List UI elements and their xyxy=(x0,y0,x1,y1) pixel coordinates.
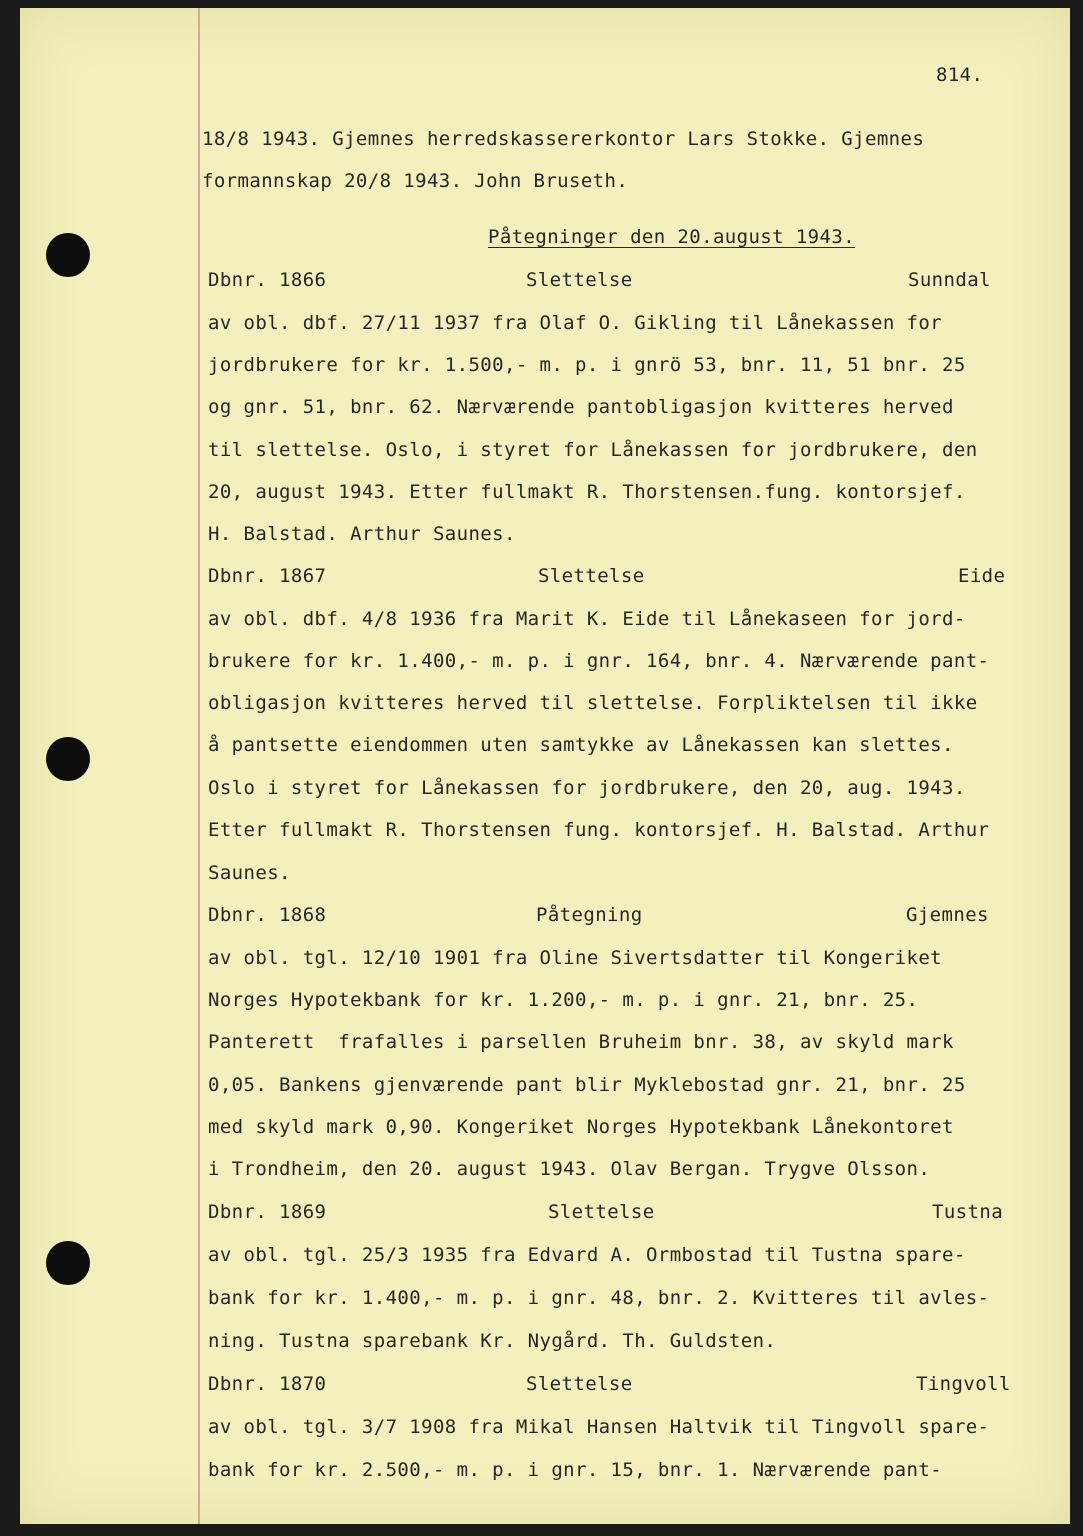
entry-line: og gnr. 51, bnr. 62. Nærværende pantobligasjon kvitteres herved xyxy=(208,396,954,418)
entry-type: Slettelse xyxy=(548,1201,655,1223)
entry-line: ning. Tustna sparebank Kr. Nygård. Th. Guldsten. xyxy=(208,1330,777,1352)
entry-line: obligasjon kvitteres herved til slettelse. Forpliktelsen til ikke xyxy=(208,692,978,714)
entry-line: Panterett frafalles i parsellen Bruheim bnr. 38, av skyld mark xyxy=(208,1031,954,1053)
entry-type: Påtegning xyxy=(536,904,643,926)
entry-line: 0,05. Bankens gjenværende pant blir Myklebostad gnr. 21, bnr. 25 xyxy=(208,1074,966,1096)
document-page xyxy=(20,8,1070,1524)
entry-line: å pantsette eiendommen uten samtykke av Lånekassen kan slettes. xyxy=(208,734,954,756)
entry-type: Slettelse xyxy=(538,565,645,587)
entry-line: av obl. dbf. 4/8 1936 fra Marit K. Eide til Lånekaseen for jord- xyxy=(208,608,966,630)
entry-line: 20, august 1943. Etter fullmakt R. Thorstensen.fung. kontorsjef. xyxy=(208,481,966,503)
entry-place: Eide xyxy=(958,565,1006,587)
punch-hole-bottom xyxy=(46,1241,90,1285)
entry-type: Slettelse xyxy=(526,1373,633,1395)
entry-number: Dbnr. 1868 xyxy=(208,904,327,926)
entry-line: jordbrukere for kr. 1.500,- m. p. i gnrö 53, bnr. 11, 51 bnr. 25 xyxy=(208,354,966,376)
entry-number: Dbnr. 1866 xyxy=(208,269,327,291)
entry-place: Gjemnes xyxy=(906,904,989,926)
punch-hole-middle xyxy=(46,737,90,781)
entry-place: Tingvoll xyxy=(916,1373,1011,1395)
entry-number: Dbnr. 1870 xyxy=(208,1373,327,1395)
entry-line: bank for kr. 1.400,- m. p. i gnr. 48, bnr. 2. Kvitteres til avles- xyxy=(208,1287,990,1309)
entry-line: i Trondheim, den 20. august 1943. Olav Bergan. Trygve Olsson. xyxy=(208,1158,931,1180)
intro-line: 18/8 1943. Gjemnes herredskassererkontor Lars Stokke. Gjemnes xyxy=(202,128,925,150)
entry-number: Dbnr. 1869 xyxy=(208,1201,327,1223)
entry-line: Norges Hypotekbank for kr. 1.200,- m. p. i gnr. 21, bnr. 25. xyxy=(208,989,919,1011)
punch-hole-top xyxy=(46,233,90,277)
red-margin-line xyxy=(198,8,200,1524)
page-number: 814. xyxy=(936,64,984,86)
entry-line: av obl. dbf. 27/11 1937 fra Olaf O. Gikling til Lånekassen for xyxy=(208,312,943,334)
entry-line: brukere for kr. 1.400,- m. p. i gnr. 164, bnr. 4. Nærværende pant- xyxy=(208,650,990,672)
intro-line: formannskap 20/8 1943. John Bruseth. xyxy=(202,170,629,192)
entry-line: Oslo i styret for Lånekassen for jordbrukere, den 20, aug. 1943. xyxy=(208,777,966,799)
entry-line: Saunes. xyxy=(208,862,291,884)
entry-line: H. Balstad. Arthur Saunes. xyxy=(208,523,516,545)
entry-place: Tustna xyxy=(932,1201,1004,1223)
entry-place: Sunndal xyxy=(908,269,991,291)
entry-line: av obl. tgl. 3/7 1908 fra Mikal Hansen Haltvik til Tingvoll spare- xyxy=(208,1416,990,1438)
entry-type: Slettelse xyxy=(526,269,633,291)
entry-line: av obl. tgl. 25/3 1935 fra Edvard A. Ormbostad til Tustna spare- xyxy=(208,1244,966,1266)
entry-line: av obl. tgl. 12/10 1901 fra Oline Sivertsdatter til Kongeriket xyxy=(208,947,943,969)
entry-line: Etter fullmakt R. Thorstensen fung. kontorsjef. H. Balstad. Arthur xyxy=(208,819,990,841)
entry-number: Dbnr. 1867 xyxy=(208,565,327,587)
entry-line: med skyld mark 0,90. Kongeriket Norges Hypotekbank Lånekontoret xyxy=(208,1116,954,1138)
section-heading: Påtegninger den 20.august 1943. xyxy=(488,226,856,248)
entry-line: bank for kr. 2.500,- m. p. i gnr. 15, bnr. 1. Nærværende pant- xyxy=(208,1459,943,1481)
entry-line: til slettelse. Oslo, i styret for Lånekassen for jordbrukere, den xyxy=(208,439,978,461)
